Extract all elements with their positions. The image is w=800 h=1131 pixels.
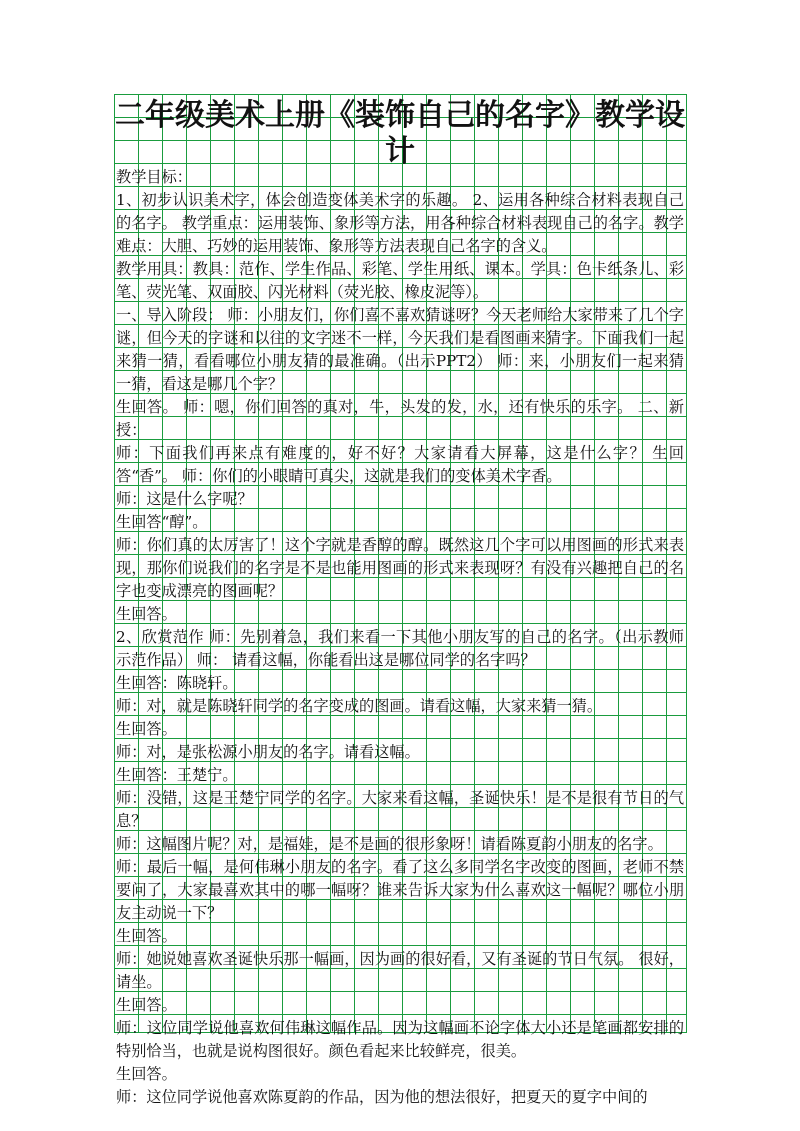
paragraph: 生回答：陈晓轩。 — [116, 674, 238, 692]
paragraph: 生回答：王楚宁。 — [116, 766, 238, 784]
paragraph: 师：这位同学说他喜欢何伟琳这幅作品。因为这幅画不论字体大小还是笔画都安排的特别恰当，也就是说构图很好。颜色看起来比较鲜亮，很美。 — [116, 1019, 684, 1060]
paragraph: 师：这是什么字呢？ — [116, 490, 253, 508]
document-title — [114, 94, 686, 170]
grid-paper — [114, 94, 687, 1106]
paragraph: 师：下面我们再来点有难度的，好不好？大家请看大屏幕，这是什么字？ 生回答“香”。 师：你们的小眼睛可真尖，这就是我们的变体美术字香。 — [116, 444, 684, 485]
paragraph: 师：你们真的太厉害了！这个字就是香醇的醇。既然这几个字可以用图画的形式来表现，那你们说我们的名字是不是也能用图画的形式来表现呀？有没有兴趣把自己的名字也变成漂亮的图画呢？ — [116, 536, 684, 600]
paragraph: 师：对，是张松源小朋友的名字。请看这幅。 — [116, 743, 420, 761]
title-line-2: 计 — [385, 134, 415, 169]
paragraph: 师：这幅图片呢？对，是福娃，是不是画的很形象呀！请看陈夏韵小朋友的名字。 — [116, 835, 663, 853]
paragraph: 教学目标： — [116, 168, 192, 186]
paragraph: 生回答。 师：嗯，你们回答的真对，牛，头发的发，水，还有快乐的乐字。 二、新授： — [116, 398, 684, 439]
paragraph: 生回答。 — [116, 1065, 177, 1083]
paragraph: 生回答“醇”。 — [116, 513, 208, 531]
paragraph: 一、导入阶段： 师：小朋友们，你们喜不喜欢猜谜呀？今天老师给大家带来了几个字谜，但今天的字谜和以往的文字迷不一样，今天我们是看图画来猜字。下面我们一起来猜一猜，看看哪位小朋友猜的最准确。（出示PPT2） 师：来，小朋友们一起来猜一猜，看这是哪几个字？ — [116, 306, 684, 393]
paragraph: 师：这位同学说他喜欢陈夏韵的作品，因为他的想法很好，把夏天的夏字中间的 — [116, 1088, 648, 1106]
paragraph: 2、欣赏范作 师：先别着急，我们来看一下其他小朋友写的自己的名字。（出示教师示范作品） 师： 请看这幅，你能看出这是哪位同学的名字吗？ — [116, 628, 684, 669]
paragraph: 1、初步认识美术字，体会创造变体美术字的乐趣。 2、运用各种综合材料表现自己的名字。 教学重点：运用装饰、象形等方法，用各种综合材料表现自己的名字。教学难点：大胆、巧妙的运用装饰、象形等方法表现自己名字的含义。 — [116, 191, 684, 255]
paragraph: 生回答。 — [116, 605, 177, 623]
title-line-1: 二年级美术上册《装饰自己的名字》教学设 — [115, 98, 685, 133]
document-body — [116, 166, 684, 1109]
paragraph: 师：她说她喜欢圣诞快乐那一幅画，因为画的很好看，又有圣诞的节日气氛。 很好，请坐。 — [116, 950, 684, 991]
paragraph: 师：最后一幅，是何伟琳小朋友的名字。看了这么多同学名字改变的图画，老师不禁要问了，大家最喜欢其中的哪一幅呀？谁来告诉大家为什么喜欢这一幅呢？哪位小朋友主动说一下？ — [116, 858, 684, 922]
paragraph: 生回答。 — [116, 927, 177, 945]
paragraph: 师：对，就是陈晓轩同学的名字变成的图画。请看这幅，大家来猜一猜。 — [116, 697, 602, 715]
paragraph: 生回答。 — [116, 720, 177, 738]
paragraph: 师：没错，这是王楚宁同学的名字。大家来看这幅，圣诞快乐！是不是很有节日的气息？ — [116, 789, 684, 830]
paragraph: 教学用具：教具：范作、学生作品、彩笔、学生用纸、课本。学具：色卡纸条儿、彩笔、荧光笔、双面胶、闪光材料（荧光胶、橡皮泥等）。 — [116, 260, 684, 301]
paragraph: 生回答。 — [116, 996, 177, 1014]
